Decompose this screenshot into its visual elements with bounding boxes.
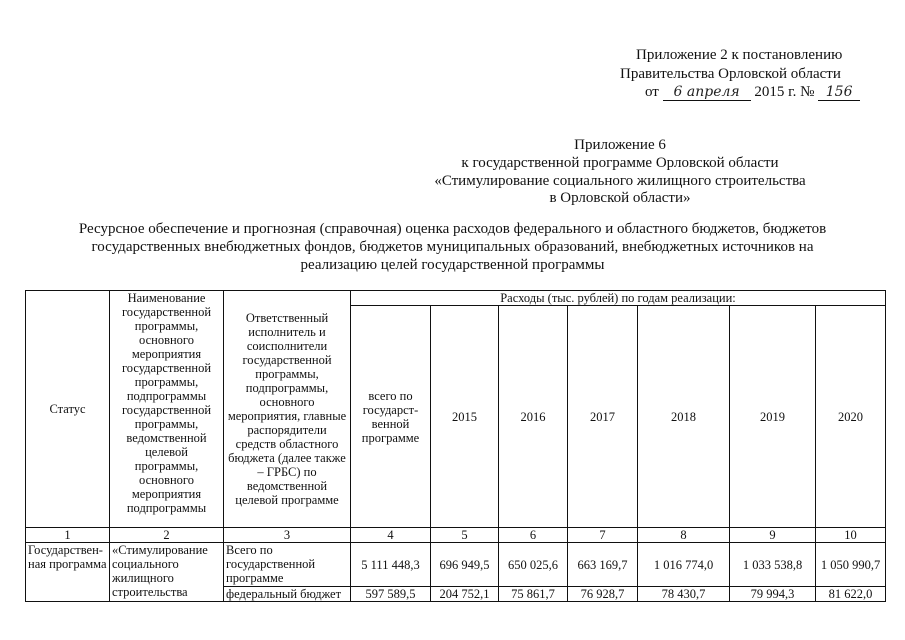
col-number: 10 [816, 528, 886, 543]
date-year: 2015 г. № [754, 84, 815, 100]
row-value-2016: 650 025,6 [499, 543, 568, 587]
handwritten-date: 6 апреля [663, 84, 751, 101]
row-value-2019: 79 994,3 [730, 587, 816, 602]
row-value-2015: 696 949,5 [431, 543, 499, 587]
row-status: Государствен-ная программа [26, 543, 110, 602]
annex2-line2: Правительства Орловской области [620, 66, 841, 82]
header-status: Статус [26, 291, 110, 528]
header-program-name: Наименование государственной программы, основного мероприятия государственной программы, подпрограммы государственной программы, ведомственной целевой программы, основного мероприятия подпрограммы [110, 291, 224, 528]
row-value-2016: 75 861,7 [499, 587, 568, 602]
annex6-line3: «Стимулирование социального жилищного строительства [434, 173, 806, 189]
col-number: 8 [638, 528, 730, 543]
row-value-2020: 1 050 990,7 [816, 543, 886, 587]
header-year-2016: 2016 [499, 306, 568, 528]
col-number: 4 [351, 528, 431, 543]
annex2-date-line [645, 84, 860, 101]
col-number: 3 [224, 528, 351, 543]
annex6-line1: Приложение 6 [574, 137, 666, 153]
row-value-total: 5 111 448,3 [351, 543, 431, 587]
row-executor: федеральный бюджет [224, 587, 351, 602]
annex6-line4: в Орловской области» [549, 190, 691, 206]
header-total: всего по государст-венной программе [351, 306, 431, 528]
header-year-2018: 2018 [638, 306, 730, 528]
col-number: 9 [730, 528, 816, 543]
col-number: 2 [110, 528, 224, 543]
col-number: 1 [26, 528, 110, 543]
col-number: 7 [568, 528, 638, 543]
header-year-2017: 2017 [568, 306, 638, 528]
annex2-line1: Приложение 2 к постановлению [636, 47, 843, 63]
title-line1: Ресурсное обеспечение и прогнозная (справочная) оценка расходов федерального и областного бюджетов, бюджетов [78, 221, 827, 237]
expenses-table [25, 290, 886, 602]
row-value-2018: 1 016 774,0 [638, 543, 730, 587]
header-year-2019: 2019 [730, 306, 816, 528]
title-line3: реализацию целей государственной программы [300, 257, 605, 273]
row-executor: Всего по государственной программе [224, 543, 351, 587]
header-year-2015: 2015 [431, 306, 499, 528]
date-prefix: от [645, 84, 659, 100]
col-number: 6 [499, 528, 568, 543]
row-value-2017: 663 169,7 [568, 543, 638, 587]
title-line2: государственных внебюджетных фондов, бюджетов муниципальных образований, внебюджетных источников на [91, 239, 814, 255]
header-year-2020: 2020 [816, 306, 886, 528]
column-numbers-row [26, 528, 886, 543]
row-value-2020: 81 622,0 [816, 587, 886, 602]
col-number: 5 [431, 528, 499, 543]
annex6-line2: к государственной программе Орловской области [461, 155, 779, 171]
row-program-name: «Стимулирование социального жилищного строительства [110, 543, 224, 602]
handwritten-number: 156 [818, 84, 860, 101]
row-value-2018: 78 430,7 [638, 587, 730, 602]
table-row [26, 543, 886, 587]
row-value-total: 597 589,5 [351, 587, 431, 602]
header-executor: Ответственный исполнитель и соисполнители государственной программы, подпрограммы, основного мероприятия, главные распорядители средств областного бюджета (далее также – ГРБС) по ведомственной целевой программе [224, 291, 351, 528]
header-expenses-group: Расходы (тыс. рублей) по годам реализации: [351, 291, 886, 306]
row-value-2019: 1 033 538,8 [730, 543, 816, 587]
row-value-2017: 76 928,7 [568, 587, 638, 602]
document-title [30, 220, 875, 274]
row-value-2015: 204 752,1 [431, 587, 499, 602]
